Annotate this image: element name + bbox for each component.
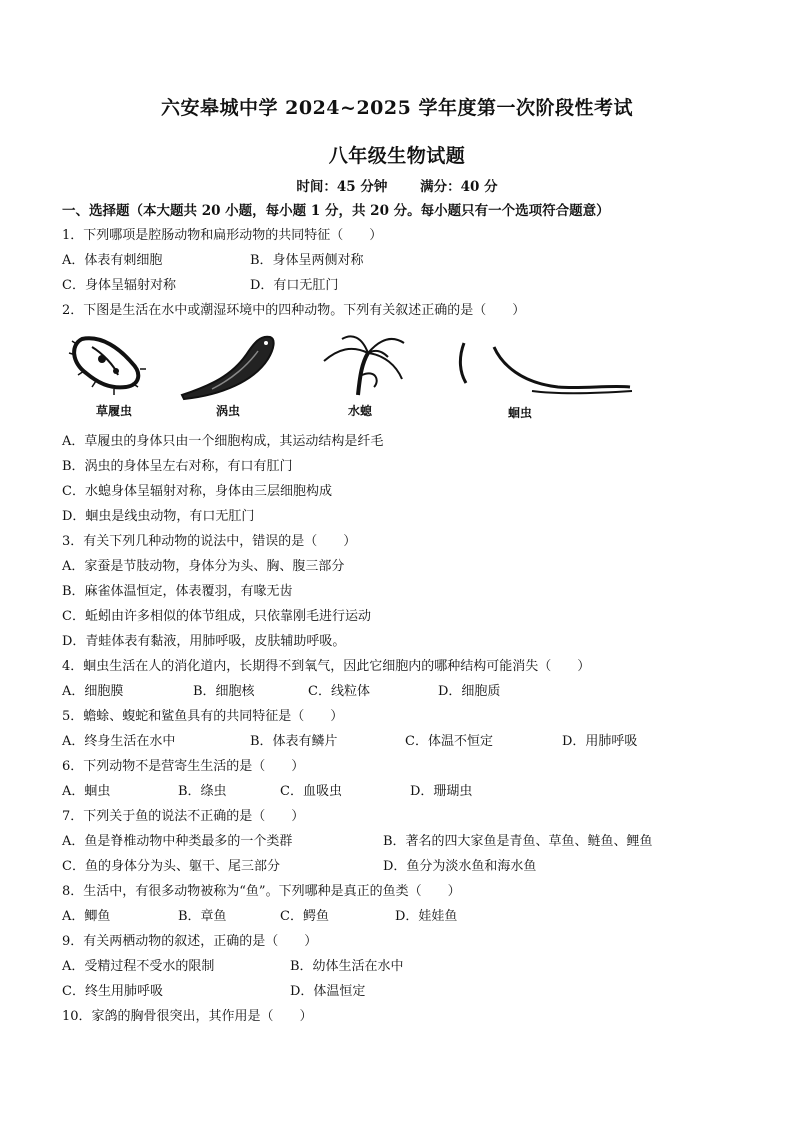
option: A．鱼是脊椎动物中种类最多的一个类群: [62, 834, 293, 849]
option: D．珊瑚虫: [410, 784, 473, 799]
planarian-drawing: [182, 337, 274, 399]
option: B．麻雀体温恒定，体表覆羽，有喙无齿: [62, 584, 293, 599]
option: D．细胞质: [438, 684, 501, 699]
option: C．鱼的身体分为头、躯干、尾三部分: [62, 859, 280, 874]
option: C．身体呈辐射对称: [62, 278, 176, 293]
option: B．幼体生活在水中: [290, 959, 404, 974]
option: B．著名的四大家鱼是青鱼、草鱼、鲢鱼、鲤鱼: [383, 834, 653, 849]
option: C．体温不恒定: [405, 734, 493, 749]
option: D．鱼分为淡水鱼和海水鱼: [383, 859, 537, 874]
option: A．细胞膜: [62, 684, 124, 699]
option: D．用肺呼吸: [562, 734, 638, 749]
option: A．蛔虫: [62, 784, 111, 799]
label-hydra: 水螅: [348, 404, 373, 418]
exam-title: 六安皋城中学 2024~2025 学年度第一次阶段性考试: [161, 97, 633, 119]
four-animals-figure: [62, 325, 642, 423]
option: A．草履虫的身体只由一个细胞构成，其运动结构是纤毛: [62, 434, 384, 449]
option: C．血吸虫: [280, 784, 342, 799]
option: D．有口无肛门: [250, 278, 339, 293]
question-stem: 7．下列关于鱼的说法不正确的是（ ）: [62, 809, 305, 824]
option: C．水螅身体呈辐射对称，身体由三层细胞构成: [62, 484, 332, 499]
label-planarian: 涡虫: [216, 404, 241, 418]
section-heading: 一、选择题（本大题共 20 小题，每小题 1 分，共 20 分。每小题只有一个选项符合题意）: [62, 203, 610, 219]
option: B．绦虫: [178, 784, 227, 799]
option: B．章鱼: [178, 909, 227, 924]
hydra-drawing: [324, 336, 404, 395]
paramecium-drawing: [69, 338, 146, 395]
question-stem: 2．下图是生活在水中或潮湿环境中的四种动物。下列有关叙述正确的是（ ）: [62, 303, 526, 318]
option: C．终生用肺呼吸: [62, 984, 163, 999]
option: D．蛔虫是线虫动物，有口无肛门: [62, 509, 255, 524]
exam-meta: [0, 175, 794, 195]
option: B．细胞核: [193, 684, 255, 699]
exam-time: 时间：45 分钟: [296, 179, 388, 195]
option: A．鲫鱼: [62, 909, 111, 924]
option: D．体温恒定: [290, 984, 366, 999]
option: D．青蛙体表有黏液，用肺呼吸，皮肤辅助呼吸。: [62, 634, 346, 649]
exam-subtitle: 八年级生物试题: [328, 145, 466, 167]
label-roundworm: 蛔虫: [508, 406, 533, 420]
option: A．家蚕是节肢动物，身体分为头、胸、腹三部分: [62, 559, 345, 574]
label-paramecium: 草履虫: [96, 404, 133, 418]
option: A．受精过程不受水的限制: [62, 959, 215, 974]
question-stem: 10．家鸽的胸骨很突出，其作用是（ ）: [62, 1009, 313, 1024]
option: C．线粒体: [308, 684, 370, 699]
option: B．涡虫的身体呈左右对称，有口有肛门: [62, 459, 293, 474]
question-stem: 9．有关两栖动物的叙述，正确的是（ ）: [62, 934, 318, 949]
option: C．蚯蚓由许多相似的体节组成，只依靠刚毛进行运动: [62, 609, 371, 624]
question-stem: 4．蛔虫生活在人的消化道内，长期得不到氧气，因此它细胞内的哪种结构可能消失（ ）: [62, 659, 591, 674]
option: C．鳄鱼: [280, 909, 329, 924]
question-stem: 6．下列动物不是营寄生生活的是（ ）: [62, 759, 305, 774]
exam-score: 满分：40 分: [420, 179, 498, 195]
option: B．身体呈两侧对称: [250, 253, 364, 268]
option: D．娃娃鱼: [395, 909, 458, 924]
option: B．体表有鳞片: [250, 734, 338, 749]
question-stem: 3．有关下列几种动物的说法中，错误的是（ ）: [62, 534, 357, 549]
figure-drawing: [62, 325, 642, 423]
option: A．体表有刺细胞: [62, 253, 163, 268]
roundworm-drawing: [460, 343, 632, 393]
question-stem: 8．生活中，有很多动物被称为“鱼”。下列哪种是真正的鱼类（ ）: [62, 884, 461, 899]
question-stem: 1．下列哪项是腔肠动物和扁形动物的共同特征（ ）: [62, 228, 383, 243]
question-stem: 5．蟾蜍、蝮蛇和鲨鱼具有的共同特征是（ ）: [62, 709, 344, 724]
option: A．终身生活在水中: [62, 734, 176, 749]
